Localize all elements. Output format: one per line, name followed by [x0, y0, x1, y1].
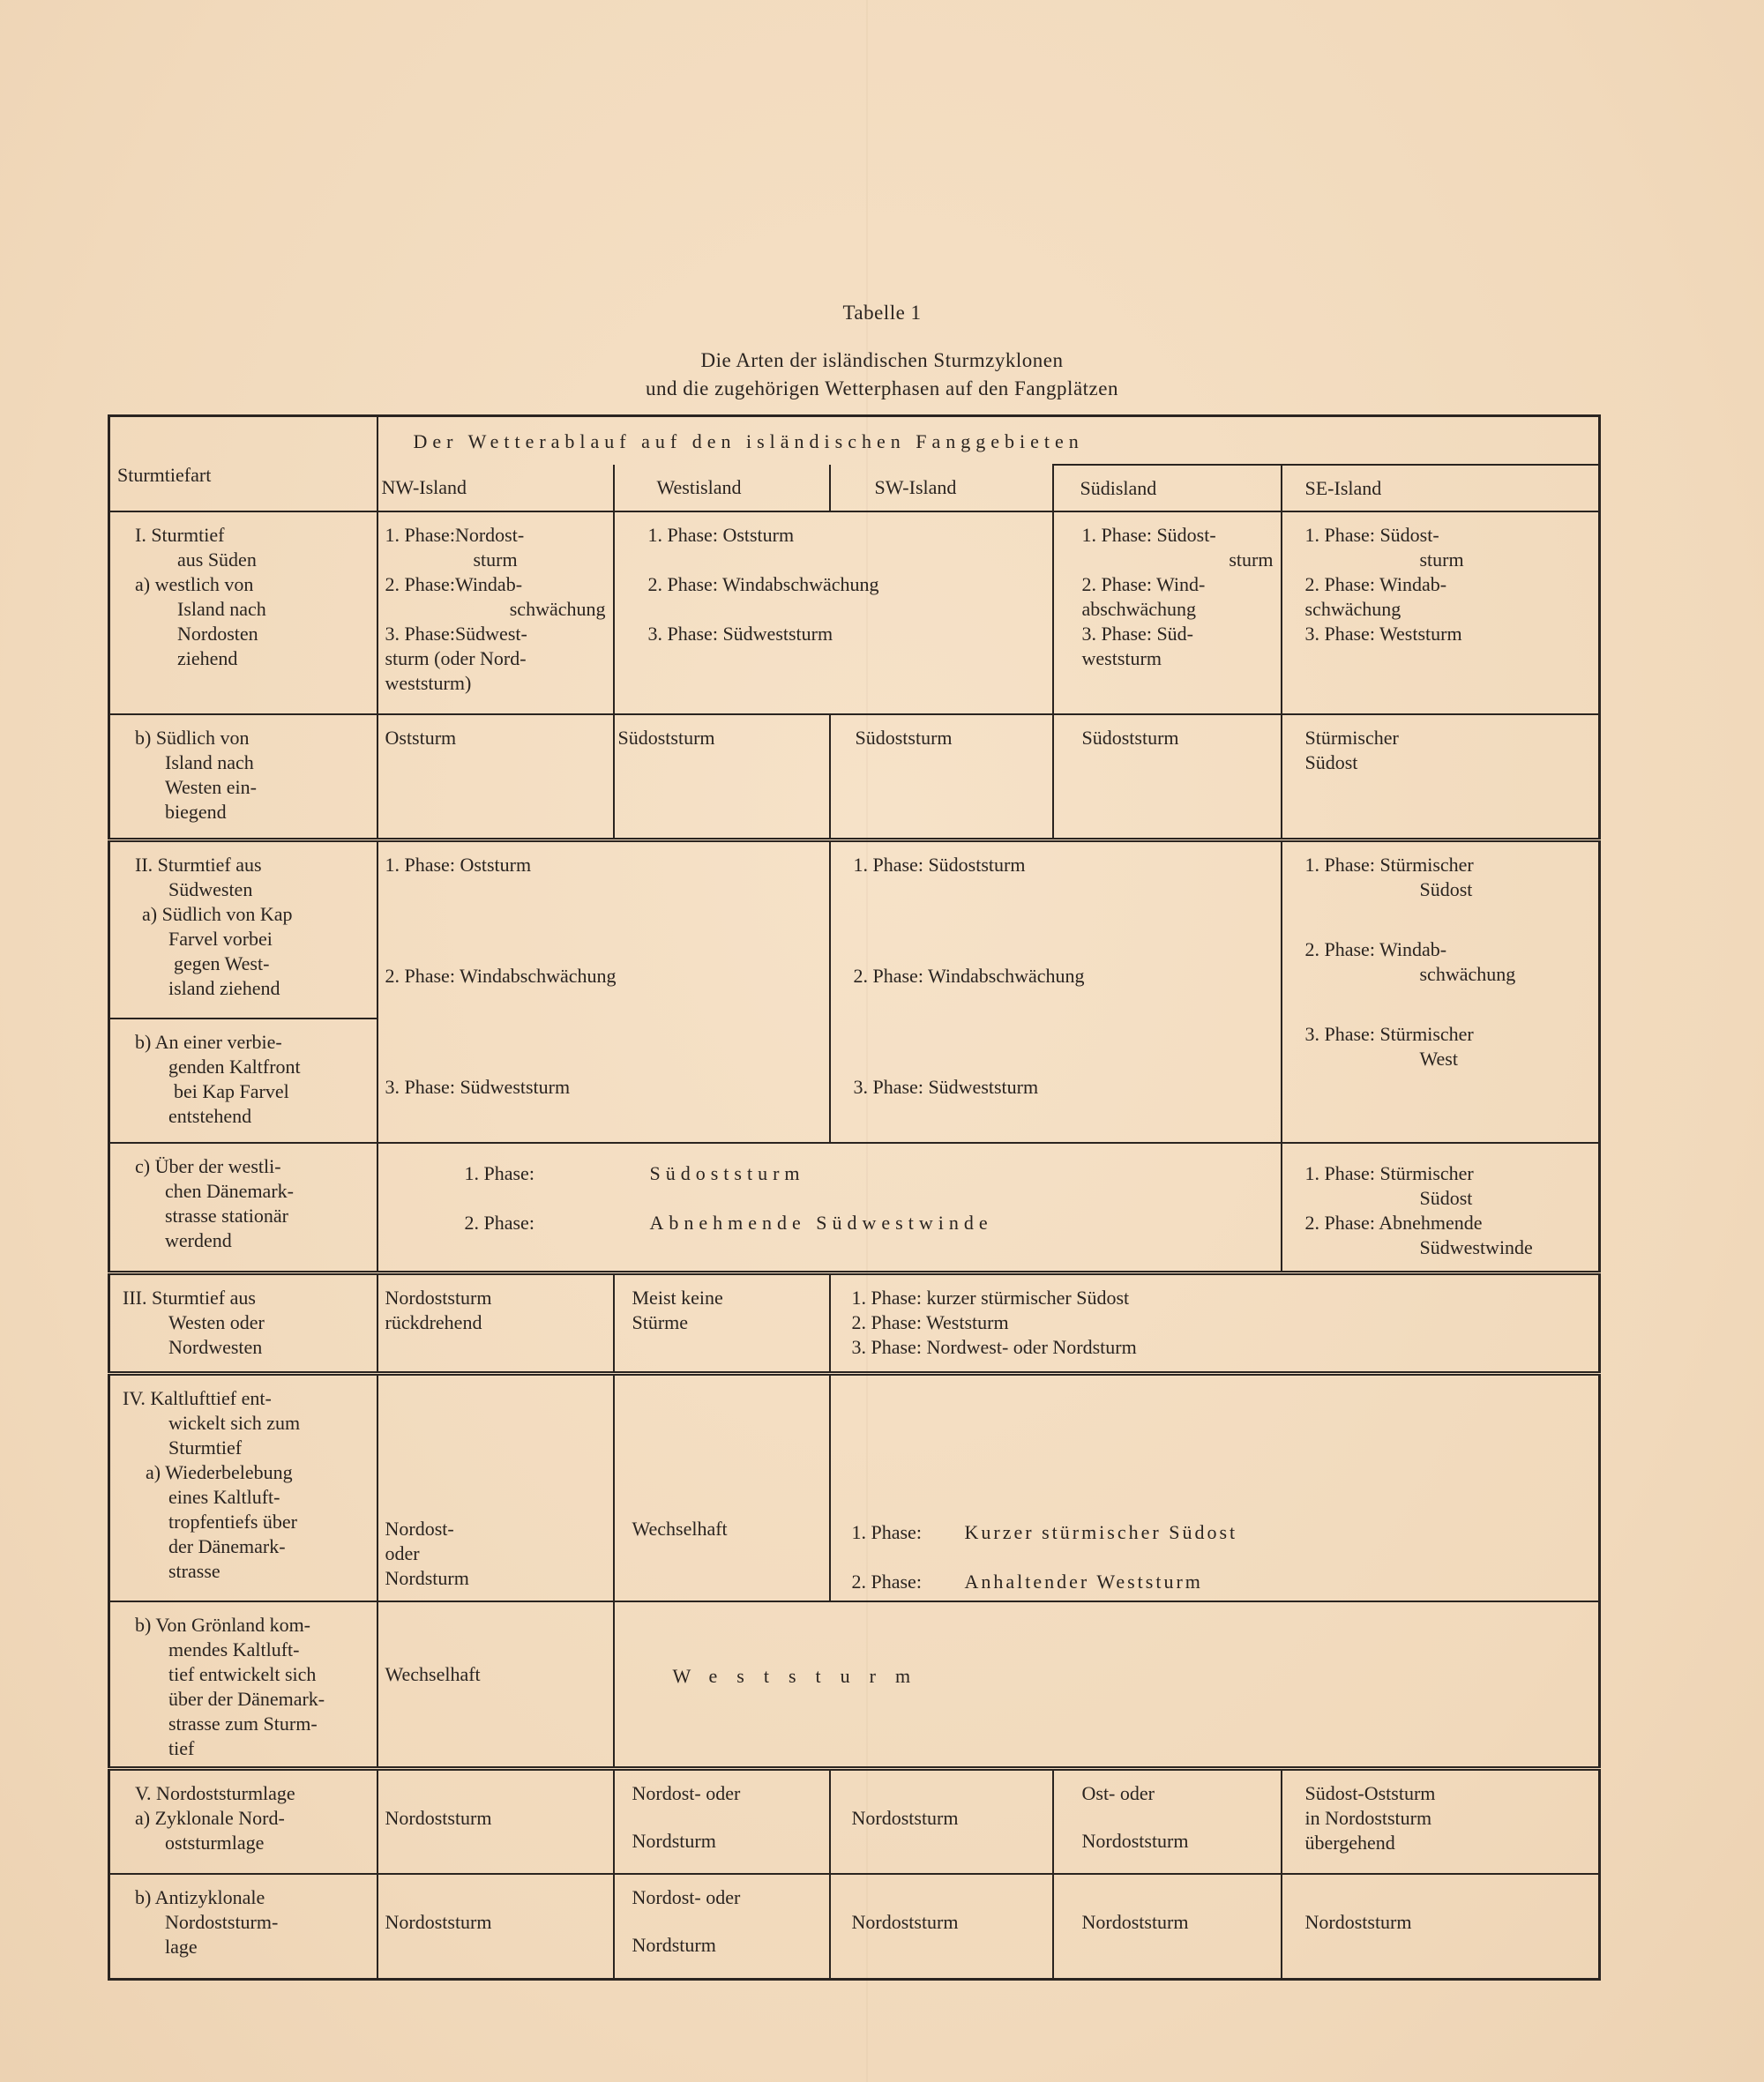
I-a-se: 1. Phase: Südost- sturm 2. Phase: Windab- schwächung 3. Phase: Weststurm [1282, 511, 1600, 715]
V-b-nw: Nordoststurm [377, 1874, 614, 1980]
storm-cyclone-table [108, 414, 1601, 1981]
label-I-a: I. Sturmtief aus Süden a) westlich von Island nach Nordosten ziehend [109, 511, 377, 715]
label-III: III. Sturmtief aus Westen oder Nordwesten [109, 1273, 377, 1373]
V-a-west: Nordost- oder Nordsturm [614, 1769, 830, 1874]
IV-a-rest: 1. Phase: Kurzer stürmischer Südost 2. Phase: Anhaltender Weststurm [830, 1373, 1600, 1601]
IV-b-rest: Weststurm [614, 1601, 1600, 1769]
IV-a-nw: Nordost- oder Nordsturm [377, 1373, 614, 1601]
label-II-a: II. Sturmtief aus Südwesten a) Südlich von Kap Farvel vorbei gegen West- island ziehend [109, 840, 377, 1018]
col-header-sturmtiefart: Sturmtiefart [109, 416, 377, 511]
title-line-1: Die Arten der isländischen Sturmzyklonen [700, 349, 1064, 371]
V-b-se: Nordoststurm [1282, 1874, 1600, 1980]
region-sw: SW-Island [830, 465, 1053, 511]
V-b-west: Nordost- oder Nordsturm [614, 1874, 830, 1980]
II-ab-sw-sued: 1. Phase: Südoststurm 2. Phase: Windabschwächung 3. Phase: Südweststurm [830, 840, 1282, 1143]
label-I-b: b) Südlich von Island nach Westen ein- biegend [109, 714, 377, 840]
region-west: Westisland [614, 465, 830, 511]
III-rest: 1. Phase: kurzer stürmischer Südost 2. Phase: Weststurm 3. Phase: Nordwest- oder Nordsturm [830, 1273, 1600, 1373]
II-c-nw-to-sued: 1. Phase: Südoststurm 2. Phase: Abnehmende Südwestwinde [377, 1143, 1282, 1273]
I-b-se: Stürmischer Südost [1282, 714, 1600, 840]
title-line-2: und die zugehörigen Wetterphasen auf den Fangplätzen [646, 377, 1118, 399]
region-se: SE-Island [1282, 465, 1600, 511]
row-I-b [109, 714, 1600, 840]
group-header: Der Wetterablauf auf den isländischen Fanggebieten [377, 416, 1600, 466]
I-b-sw: Südoststurm [830, 714, 1053, 840]
V-a-sued: Ost- oder Nordoststurm [1053, 1769, 1282, 1874]
I-b-nw: Oststurm [377, 714, 614, 840]
II-c-se: 1. Phase: Stürmischer Südost 2. Phase: Abnehmende Südwestwinde [1282, 1143, 1600, 1273]
label-II-c: c) Über der westli- chen Dänemark- strasse stationär werdend [109, 1143, 377, 1273]
II-ab-se: 1. Phase: Stürmischer Südost 2. Phase: Windab- schwächung 3. Phase: Stürmischer West [1282, 840, 1600, 1143]
row-II-c [109, 1143, 1600, 1273]
IV-b-nw: Wechselhaft [377, 1601, 614, 1769]
label-V-b: b) Antizyklonale Nordoststurm- lage [109, 1874, 377, 1980]
I-b-sued: Südoststurm [1053, 714, 1282, 840]
I-a-west-sw: 1. Phase: Oststurm 2. Phase: Windabschwächung 3. Phase: Südweststurm [614, 511, 1053, 715]
header-row-group [109, 416, 1600, 466]
region-sued: Südisland [1053, 465, 1282, 511]
row-V-b [109, 1874, 1600, 1980]
I-a-nw: 1. Phase:Nordost- sturm 2. Phase:Windab- schwächung 3. Phase:Südwest- sturm (oder Nord- weststurm) [377, 511, 614, 715]
table-label: Tabelle 1 [842, 302, 922, 324]
label-II-b: b) An einer verbie- genden Kaltfront bei Kap Farvel entstehend [109, 1019, 377, 1144]
III-nw: Nordoststurm rückdrehend [377, 1273, 614, 1373]
III-west: Meist keine Stürme [614, 1273, 830, 1373]
V-a-nw: Nordoststurm [377, 1769, 614, 1874]
II-ab-nw-west: 1. Phase: Oststurm 2. Phase: Windabschwächung 3. Phase: Südweststurm [377, 840, 830, 1143]
row-II-a [109, 840, 1600, 1018]
row-IV-a [109, 1373, 1600, 1601]
IV-a-west: Wechselhaft [614, 1373, 830, 1601]
row-I-a [109, 511, 1600, 715]
I-b-west: Südoststurm [614, 714, 830, 840]
V-a-se: Südost-Oststurm in Nordoststurm übergehend [1282, 1769, 1600, 1874]
I-a-sued: 1. Phase: Südost- sturm 2. Phase: Wind- abschwächung 3. Phase: Süd- weststurm [1053, 511, 1282, 715]
row-V-a [109, 1769, 1600, 1874]
row-IV-b [109, 1601, 1600, 1769]
region-nw: NW-Island [377, 465, 614, 511]
row-III [109, 1273, 1600, 1373]
label-V-a: V. Nordoststurmlage a) Zyklonale Nord- oststurmlage [109, 1769, 377, 1874]
V-a-sw: Nordoststurm [830, 1769, 1053, 1874]
label-IV-b: b) Von Grönland kom- mendes Kaltluft- tief entwickelt sich über der Dänemark- strasse zum Sturm- tief [109, 1601, 377, 1769]
label-IV-a: IV. Kaltlufttief ent- wickelt sich zum Sturmtief a) Wiederbelebung eines Kaltluft- tropfentiefs über der Dänemark- strasse [109, 1373, 377, 1601]
V-b-sw: Nordoststurm [830, 1874, 1053, 1980]
V-b-sued: Nordoststurm [1053, 1874, 1282, 1980]
